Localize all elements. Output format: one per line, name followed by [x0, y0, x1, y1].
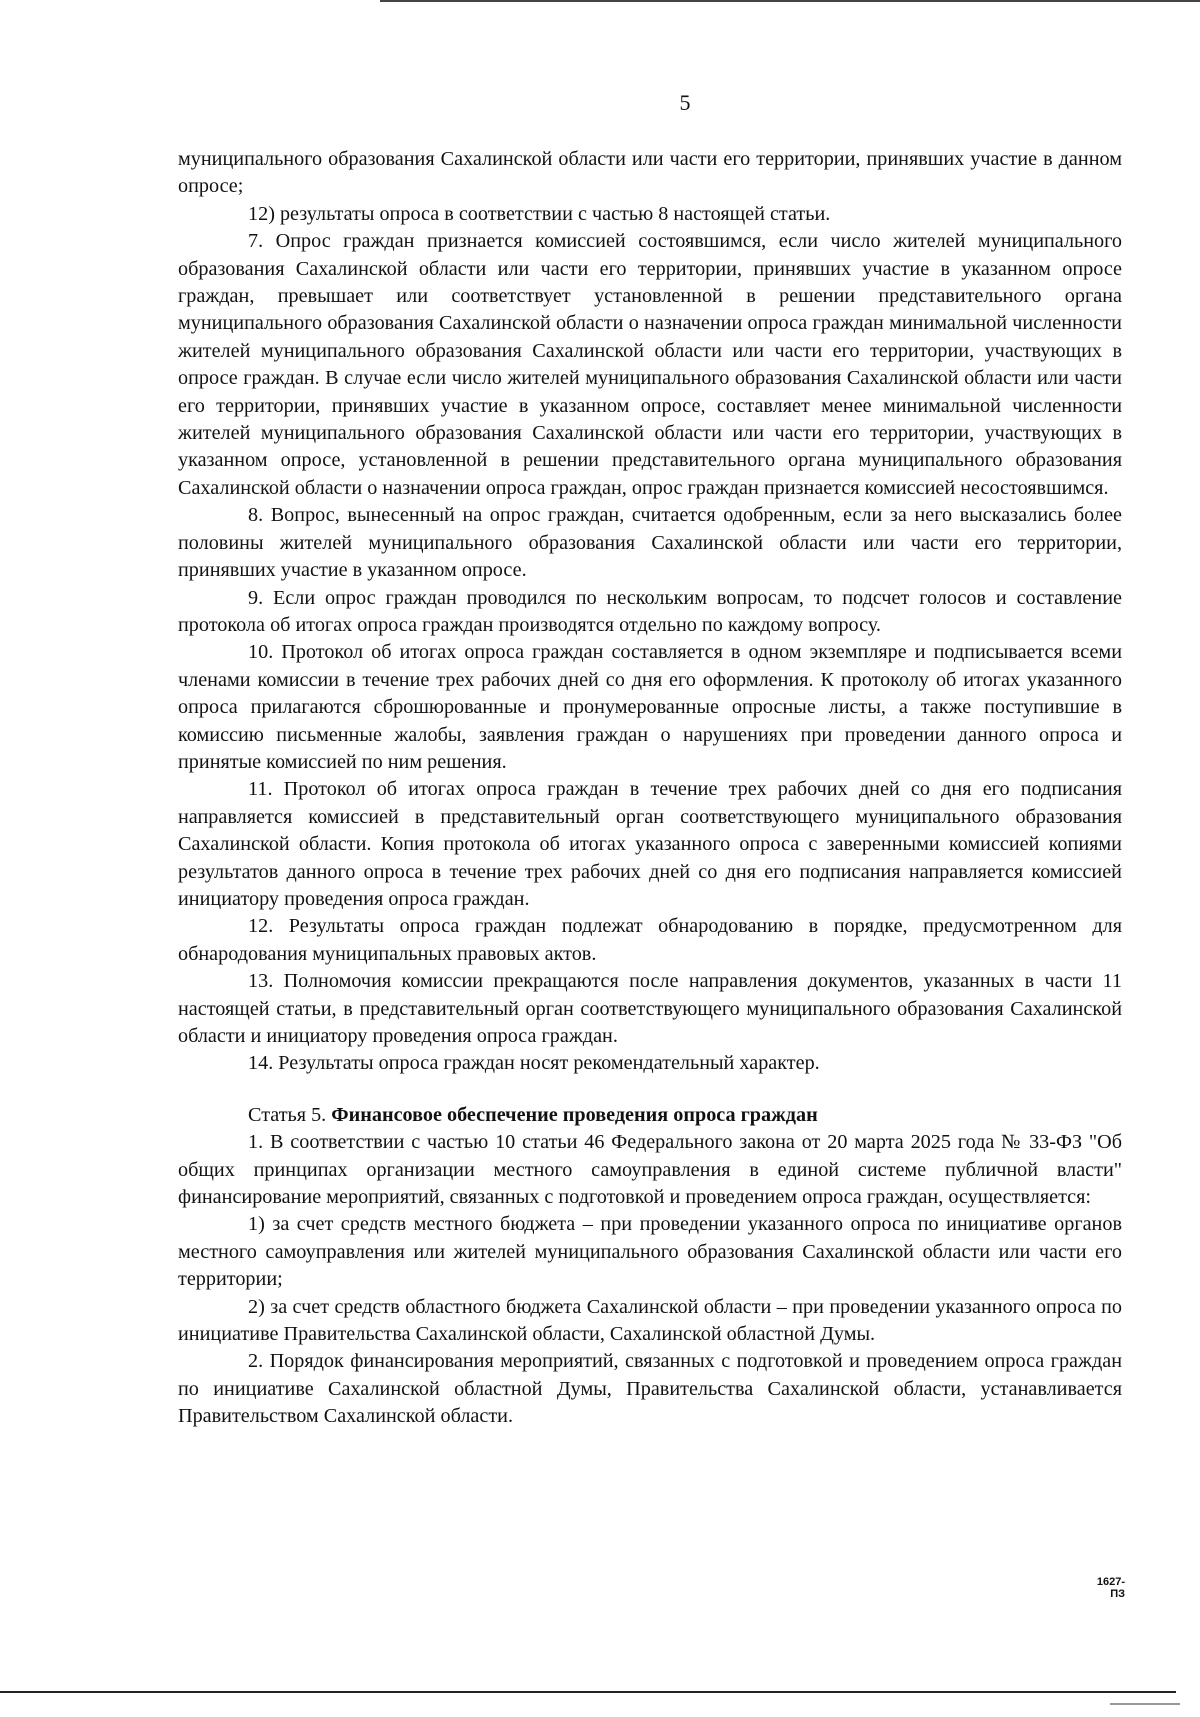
paragraph-part-8: 8. Вопрос, вынесенный на опрос граждан, считается одобренным, если за него высказались более половины жителей муниципального образования Сахалинской области или части его территории, принявших участие в указанном опросе. [178, 504, 1122, 582]
paragraph-part-10: 10. Протокол об итогах опроса граждан составляется в одном экземпляре и подписывается всеми членами комиссии в течение трех рабочих дней со дня его оформления. К протоколу об итогах указанного опроса прилагаются сброшюрованные и пронумерованные опросные листы, а также поступившие в комиссию письменные жалобы, заявления граждан о нарушениях при проведении данного опроса и принятые комиссией по ним решения. [178, 641, 1122, 773]
paragraph-item-12: 12) результаты опроса в соответствии с частью 8 настоящей статьи. [248, 202, 831, 225]
scan-edge-bottom-secondary [1110, 1703, 1180, 1705]
article-5-title: Финансовое обеспечение проведения опроса граждан [331, 1103, 818, 1126]
scan-edge-top [380, 0, 1200, 2]
article-5-item-2: 2) за счет средств областного бюджета Сахалинской области – при проведении указанного опроса по инициативе Правительства Сахалинской области, Сахалинской областной Думы. [178, 1295, 1122, 1346]
article-5-part-1: 1. В соответствии с частью 10 статьи 46 Федерального закона от 20 марта 2025 года № 33-ФЗ "Об общих принципах организации местного самоуправления в единой системе публичной власти" финансирование мероприятий, связанных с подготовкой и проведением опроса граждан, осуществляется: [178, 1131, 1122, 1209]
paragraph-part-9: 9. Если опрос граждан проводился по нескольким вопросам, то подсчет голосов и составление протокола об итогах опроса граждан производятся отдельно по каждому вопросу. [178, 586, 1122, 636]
paragraph-part-13: 13. Полномочия комиссии прекращаются после направления документов, указанных в части 11 настоящей статьи, в представительный орган соответствующего муниципального образования Сахалинской области и инициатору проведения опроса граждан. [178, 970, 1122, 1047]
scan-edge-bottom [0, 1691, 1176, 1693]
article-5-part-2: 2. Порядок финансирования мероприятий, связанных с подготовкой и проведением опроса граждан по инициативе Сахалинской областной Думы, Правительства Сахалинской области, устанавливается Правительством Сахалинской области. [178, 1350, 1122, 1428]
article-5-heading [178, 1102, 1122, 1129]
article-5-item-1: 1) за счет средств местного бюджета – при проведении указанного опроса по инициативе органов местного самоуправления или жителей муниципального образования Сахалинской области или части его территории; [178, 1213, 1122, 1291]
page-number: 5 [679, 90, 691, 115]
document-code: 1627-ПЗ [1096, 1576, 1125, 1600]
article-5-label: Статья 5. [248, 1103, 332, 1126]
paragraph-continuation: муниципального образования Сахалинской области или части его территории, принявших участие в данном опросе; [178, 148, 1122, 198]
paragraph-part-14: 14. Результаты опроса граждан носят рекомендательный характер. [248, 1052, 820, 1075]
paragraph-part-12: 12. Результаты опроса граждан подлежат обнародованию в порядке, предусмотренном для обнародования муниципальных правовых актов. [178, 915, 1122, 965]
paragraph-part-11: 11. Протокол об итогах опроса граждан в течение трех рабочих дней со дня его подписания направляется комиссией в представительный орган соответствующего муниципального образования Сахалинской области. Копия протокола об итогах указанного опроса с заверенными комиссией копиями результатов данного опроса в течение трех рабочих дней со дня его подписания направляется комиссией инициатору проведения опроса граждан. [178, 778, 1122, 910]
document-body [178, 146, 1122, 1431]
paragraph-part-7: 7. Опрос граждан признается комиссией состоявшимся, если число жителей муниципального образования Сахалинской области или части его территории, принявших участие в указанном опросе граждан, превышает или соответствует установленной в решении представительного органа муниципального образования Сахалинской области о назначении опроса граждан минимальной численности жителей муниципального образования Сахалинской области или части его территории, участвующих в опросе граждан. В случае если число жителей муниципального образования Сахалинской области или части его территории, принявших участие в указанном опросе, составляет менее минимальной численности жителей муниципального образования Сахалинской области или части его территории, участвующих в указанном опросе, установленной в решении представительного органа муниципального образования Сахалинской области о назначении опроса граждан, опрос граждан признается комиссией несостоявшимся. [178, 230, 1122, 499]
